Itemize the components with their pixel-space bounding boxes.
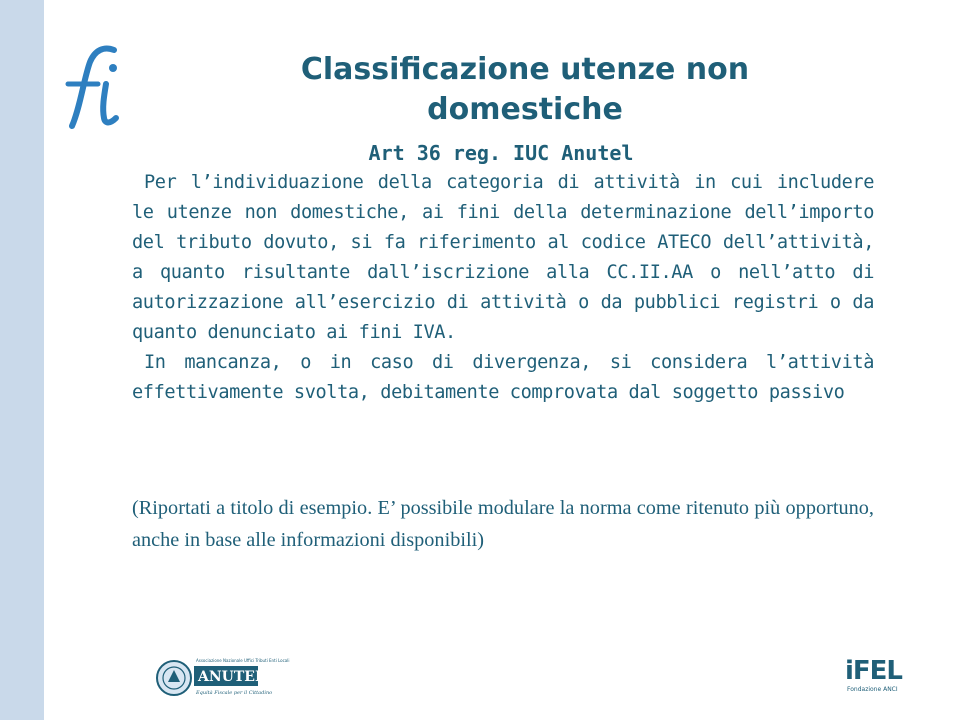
ifel-name: iFEL [845,656,903,686]
paragraph-1: Per l’individuazione della categoria di attività in cui includere le utenze non domestiche, ai fini della determinazione dell’importo del tributo dovuto, si fa riferimento al codice ATECO dell’attività, a quanto risultante dall’iscrizione alla CC.II.AA o nell’atto di autorizzazione all’esercizio di attività o da pubblici registri o da quanto denunciato ai fini IVA. [132,172,874,343]
left-sidebar-band [0,0,44,720]
ifel-logo [845,656,905,700]
note-text: (Riportati a titolo di esempio. E’ possibile modulare la norma come ritenuto più opportuno, anche in base alle informazioni disponibili) [132,497,874,551]
paragraph-2: In mancanza, o in caso di divergenza, si considera l’attività effettivamente svolta, debitamente comprovata dal soggetto passivo [132,352,874,403]
body-text [132,168,874,408]
anutel-motto: Equità Fiscale per il Cittadino [196,690,273,696]
anutel-logo [154,656,290,700]
page-title: Classificazione utenze non domestiche [300,52,750,127]
anutel-caption: Associazione Nazionale Uffici Tributi Enti Locali [196,658,290,663]
ifel-caption: Fondazione ANCI [847,686,898,693]
subtitle: Art 36 reg. IUC Anutel [368,141,634,165]
fi-logo-icon [58,38,128,138]
anutel-name: ANUTEL [198,669,265,685]
